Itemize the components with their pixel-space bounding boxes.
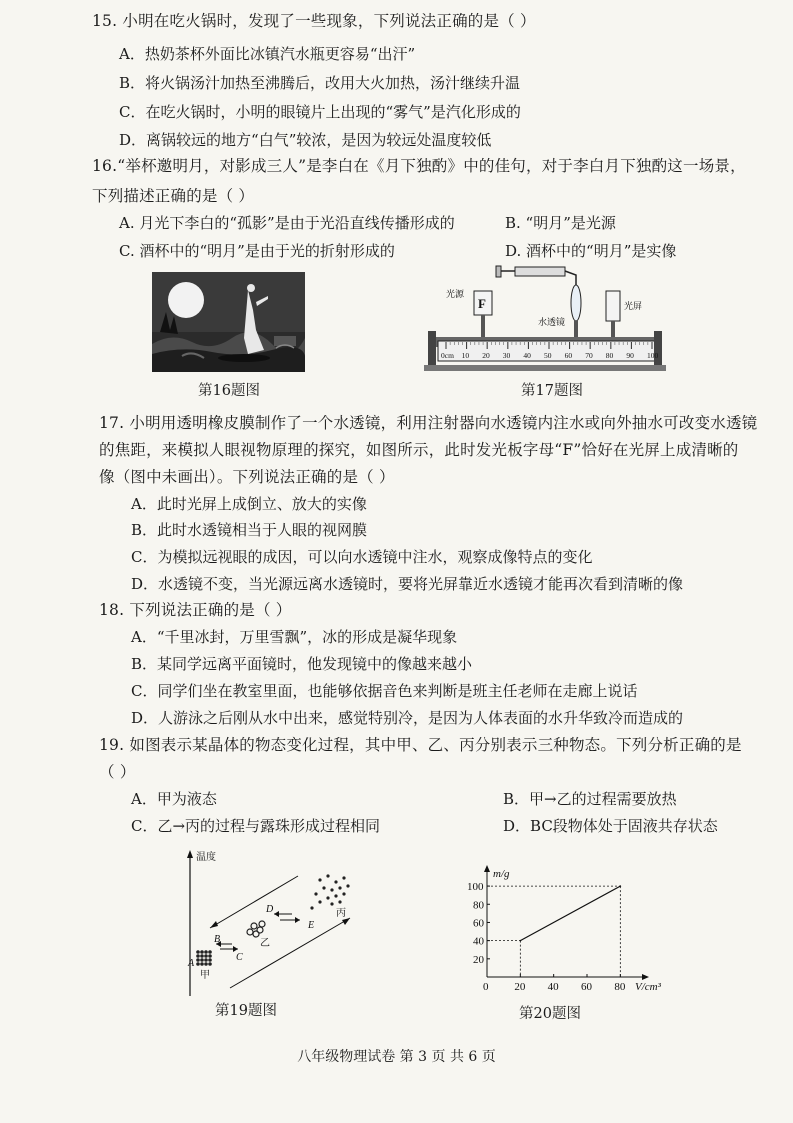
ruler-tick-label: 10 [461, 351, 470, 360]
y-axis-arrow [484, 865, 490, 872]
q19-option-a: A．甲为液态 [131, 790, 217, 808]
y-tick-label: 20 [473, 953, 484, 966]
q19-option-c: C．乙→丙的过程与露珠形成过程相同 [131, 817, 381, 835]
x-tick-label: 0 [483, 981, 489, 993]
q17-stem-line1: 17. 小明用透明橡皮膜制作了一个水透镜，利用注射器向水透镜内注水或向外抽水可改变水透镜 [99, 414, 758, 432]
q18-option-b: B．某同学远离平面镜时，他发现镜中的像越来越小 [131, 655, 473, 673]
figure-17-optical-bench [420, 265, 670, 373]
x-tick-label: 60 [581, 981, 592, 993]
ruler-tick-label: 30 [502, 351, 511, 360]
q18-stem: 18. 下列说法正确的是（ ） [99, 601, 292, 619]
q18-option-c: C．同学们坐在教室里面，也能够依据音色来判断是班主任老师在走廊上说话 [131, 682, 638, 700]
fig19-point-a: A [188, 958, 195, 969]
y-tick-label: 80 [473, 899, 484, 912]
q18-option-a: A．“千里冰封，万里雪飘”，冰的形成是凝华现象 [131, 628, 458, 646]
q16-option-c: C. 酒杯中的“明月”是由于光的折射形成的 [119, 242, 395, 260]
fig17-label-screen: 光屏 [624, 301, 643, 311]
fig17-label-lens: 水透镜 [538, 317, 566, 327]
fig19-state-bing: 丙 [336, 908, 346, 919]
figure-16-caption: 第16题图 [198, 383, 260, 399]
q18-option-d: D．人游泳之后刚从水中出来，感觉特别冷，是因为人体表面的水升华致冷而造成的 [131, 709, 684, 727]
q17-option-c: C．为模拟远视眼的成因，可以向水透镜中注水，观察成像特点的变化 [131, 548, 593, 566]
ruler-tick-label: 20 [482, 351, 490, 360]
ruler-tick-label: 0cm [441, 351, 454, 360]
data-point [520, 940, 522, 942]
q15-option-d: D．离锅较远的地方“白气”较浓，是因为较远处温度较低 [119, 131, 492, 149]
q16-option-a: A. 月光下李白的“孤影”是由于光沿直线传播形成的 [119, 214, 455, 232]
q15-option-b: B．将火锅汤汁加热至沸腾后，改用大火加热，汤汁继续升温 [119, 74, 521, 92]
q16-stem-line1: 16.“举杯邀明月，对影成三人”是李白在《月下独酌》中的佳句，对于李白月下独酌这一场景， [92, 157, 746, 175]
x-axis-arrow [642, 974, 649, 980]
fig17-letter-f: F [478, 296, 486, 311]
q17-stem-line2: 的焦距，来模拟人眼视物原理的探究，如图所示，此时发光板字母“F”恰好在光屏上成清晰的 [99, 441, 739, 459]
data-point [620, 885, 622, 887]
figure-20-chart [455, 865, 675, 1000]
fig17-label-source: 光源 [446, 289, 465, 299]
y-tick-label: 100 [467, 881, 484, 894]
q16-stem-line2: 下列描述正确的是（ ） [92, 187, 255, 205]
x-tick-label: 40 [547, 981, 559, 993]
series-line [520, 886, 620, 941]
q17-option-b: B．此时水透镜相当于人眼的视网膜 [131, 521, 368, 539]
ruler-tick-label: 80 [605, 351, 614, 360]
fig19-axis-label: 温度 [196, 852, 216, 863]
q15-option-a: A．热奶茶杯外面比冰镇汽水瓶更容易“出汗” [119, 45, 416, 63]
q15-option-c: C．在吃火锅时，小明的眼镜片上出现的“雾气”是汽化形成的 [119, 103, 521, 121]
fig19-state-yi: 乙 [260, 938, 270, 949]
figure-19-diagram [170, 848, 380, 998]
ruler-tick-label: 90 [626, 351, 634, 360]
q17-stem-line3: 像（图中未画出）。下列说法正确的是（ ） [99, 468, 395, 486]
fig19-point-b: B [214, 934, 221, 945]
figure-17-caption: 第17题图 [521, 383, 583, 399]
x-tick-label: 20 [514, 981, 526, 993]
fig20-xlabel: V/cm³ [635, 981, 661, 993]
ruler-tick-label: 50 [544, 351, 552, 360]
page-footer: 八年级物理试卷 第 3 页 共 6 页 [297, 1049, 496, 1065]
ruler-tick-label: 100 [647, 351, 659, 360]
q19-option-b: B．甲→乙的过程需要放热 [503, 790, 677, 808]
fig20-ylabel: m/g [493, 868, 510, 880]
fig19-state-jia: 甲 [200, 970, 210, 981]
ruler-tick-label: 70 [585, 351, 593, 360]
y-tick-label: 40 [473, 935, 484, 948]
q15-stem: 15. 小明在吃火锅时，发现了一些现象，下列说法正确的是（ ） [92, 12, 536, 30]
fig19-point-c: C [236, 952, 243, 963]
q19-stem-line1: 19. 如图表示某晶体的物态变化过程，其中甲、乙、丙分别表示三种物态。下列分析正确的是 [99, 736, 742, 754]
fig19-point-d: D [266, 904, 274, 915]
x-tick-label: 80 [614, 981, 626, 993]
q19-option-d: D．BC段物体处于固液共存状态 [503, 817, 718, 835]
q17-option-d: D．水透镜不变，当光源远离水透镜时，要将光屏靠近水透镜才能再次看到清晰的像 [131, 575, 684, 593]
q16-option-b: B. “明月”是光源 [505, 214, 616, 232]
ruler-tick-label: 40 [523, 351, 531, 360]
figure-16-image [152, 272, 305, 372]
q19-stem-line2: （ ） [99, 763, 136, 781]
q17-option-a: A．此时光屏上成倒立、放大的实像 [131, 495, 367, 513]
figure-20-caption: 第20题图 [519, 1006, 581, 1022]
y-tick-label: 60 [473, 917, 484, 930]
q16-option-d: D. 酒杯中的“明月”是实像 [505, 242, 677, 260]
fig19-point-e: E [308, 920, 315, 931]
ruler-tick-label: 60 [564, 351, 573, 360]
figure-19-caption: 第19题图 [215, 1003, 277, 1019]
